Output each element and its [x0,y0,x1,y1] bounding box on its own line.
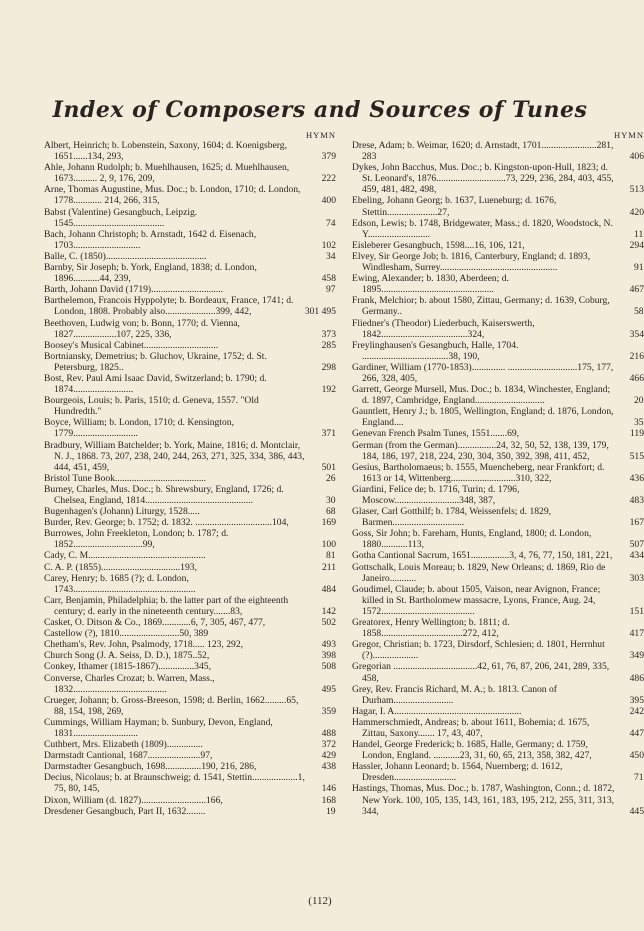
entry-text: Dresdener Gesangbuch, Part II, 1632........ [44,805,206,817]
entry-text: Cady, C. M................................................. [44,550,206,562]
hymn-number: 373 [321,328,336,340]
index-entry [44,395,336,417]
entry-text: Greatorex, Henry Wellington; b. 1811; d. 1858..................................272, 412, [352,617,510,640]
hymn-number: 501 [321,461,336,473]
index-entry [352,584,644,617]
index-entry [44,695,336,717]
entry-text: Goss, Sir John; b. Fareham, Hunts, England, 1800; d. London, 1880...........113, [352,528,592,551]
index-entry [352,684,644,706]
entry-text: Glaser, Carl Gotthilf; b. 1784, Weissenfels; d. 1829, Barmen.............................. [352,506,552,529]
entry-text: Boosey's Musical Cabinet............................... [44,339,219,351]
hymn-number: 169 [321,517,336,529]
hymn-number: 372 [321,739,336,751]
entry-text: Goudimel, Claude; b. about 1505, Vaison, near Avignon, France; killed in St. Bartholomew massacre, Lyons, France, Aug. 24, 1572....................................... [352,583,601,617]
entry-text: Barnby, Sir Joseph; b. York, England, 1838; d. London, 1896...........44, 239, [44,262,257,285]
index-entry [44,661,336,672]
index-entry [44,229,336,251]
index-entry [352,562,644,584]
index-entry [352,528,644,550]
entry-text: Hassler, Johann Leonard; b. 1564, Nuernberg; d. 1612, Dresden.......................... [352,761,563,784]
entry-text: Handel, George Frederick; b. 1685, Halle, Germany; d. 1759, London, England. ...........23, 31, 60, 65, 213, 358, 382, 427, [352,739,592,762]
index-entry [44,295,336,317]
entry-text: Crueger, Johann; b. Gross-Breeson, 1598; d. Berlin, 1662.........65, 88, 154, 198, 269, [44,694,299,717]
hymn-number: 354 [629,328,644,340]
index-entry [44,639,336,650]
hymn-number: 151 [629,605,644,617]
hymn-number: 371 [321,428,336,440]
left-column [44,130,336,817]
right-column [352,130,644,817]
hymn-number: 285 [321,339,336,351]
page-title: Index of Composers and Sources of Tunes [52,97,588,123]
index-entry: Burney, Charles, Mus. Doc.; b. Shrewsbury, England, 1726; d. Chelsea, England, 1814............................................. 30 [44,483,336,506]
entry-text: German (from the German)................24, 32, 50, 52, 138, 139, 179, 184, 186, 197, 218, 224, 230, 304, 350, 392, 398, 411, 452, [352,439,609,462]
index-entry [44,318,336,340]
hymn-column-header: HYMN [306,130,336,140]
entry-text: Ewing, Alexander; b. 1830, Aberdeen; d. 1895............................................... [352,273,509,296]
left-entries [44,140,336,817]
hymn-number: 400 [321,195,336,207]
hymn-number: 445 [629,805,644,817]
entry-text: Gottschalk, Louis Moreau; b. 1829, New Orleans; d. 1869, Rio de Janeiro........... [352,561,606,584]
index-entry: Edson, Lewis; b. 1748, Bridgewater, Mass.; d. 1820, Woodstock, N. Y.......................... 11 [352,217,644,240]
index-entry [352,462,644,484]
entry-text: Barth, Johann David (1719).............................. [44,284,224,296]
index-entry [44,340,336,351]
index-entry [352,195,644,217]
hymn-number: 398 [321,650,336,662]
index-entry: Garrett, George Mursell, Mus. Doc.; b. 1834, Winchester, England; d. 1897, Cambridge, England............................. 20 [352,384,644,407]
index-entry [44,373,336,395]
entry-text: Dykes, John Bacchus, Mus. Doc.; b. Kingston-upon-Hull, 1823; d. St. Leonard's, 1876.............................73, 229, 236, 284, 403, 455, 459, 481, 482, 498, [352,162,614,196]
hymn-number: 450 [629,750,644,762]
entry-text: Albert, Heinrich; b. Lobenstein, Saxony, 1604; d. Koenigsberg, 1651......134, 293, [44,140,288,163]
entry-text: Bristol Tune Book...................................... [44,472,207,484]
index-entry: Bugenhagen's (Johann) Liturgy, 1528..... 68 [44,506,336,518]
hymn-number: 438 [321,761,336,773]
index-entry [44,528,336,550]
index-entry [352,639,644,661]
entry-text: Bost, Rev. Paul Ami Isaac David, Switzerland; b. 1790; d. 1874......................... [44,372,267,396]
index-entry [352,140,644,162]
entry-text: Garrett, George Mursell, Mus. Doc.; b. 1834, Winchester, England; d. 1897, Cambridge, England............................. [352,384,611,407]
entry-text: Boyce, William; b. London, 1710; d. Kensington, 1779........................... [44,417,234,440]
entry-text: Converse, Charles Crozat; b. Warren, Mass., 1832....................................... [44,672,215,695]
entry-text: Castellow (?), 1810.........................50, 389 [44,628,209,640]
index-entry [352,318,644,340]
entry-text: C. A. P. (1855).................................193, [44,561,197,573]
entry-text: Darmstadter Gesangbuch, 1698...............190, 216, 286, [44,761,257,773]
index-entry [352,550,644,561]
entry-text: Fliedner's (Theodor) Liederbuch, Kaiserswerth, 1842....................................324, [352,317,535,340]
hymn-number: 434 [629,550,644,562]
entry-text: Grey, Rev. Francis Richard, M. A.; b. 1813. Canon of Durham......................... [352,683,557,706]
index-entry [44,573,336,595]
hymn-number: 216 [629,350,644,362]
entry-text: Church Song (J. A. Seiss, D. D.), 1875..52, [44,650,210,662]
index-entry [352,428,644,439]
hymn-number: 513 [629,184,644,196]
hymn-number: 406 [629,151,644,163]
index-entry [44,628,336,639]
hymn-number: 466 [629,372,644,384]
hymn-number: 507 [629,539,644,551]
index-entry [44,795,336,806]
hymn-number: 168 [321,794,336,806]
entry-text: Gauntlett, Henry J.; b. 1805, Wellington, England; d. 1876, London, England.... [352,406,614,429]
entry-text: Balle, C. (1850).......................................... [44,250,207,262]
entry-text: Hastings, Thomas, Mus. Doc.; b. 1787, Washington, Conn.; d. 1872, New York. 100, 105, 135, 143, 161, 183, 195, 212, 255, 311, 313, 344, [352,783,615,817]
entry-text: Ahle, Johann Rudolph; b. Muehlhausen, 1625; d. Muehlhausen, 1673.......... 2, 9, 176, 209, [44,162,290,185]
index-entry: Gauntlett, Henry J.; b. 1805, Wellington, England; d. 1876, London, England.... 35 [352,406,644,429]
index-entry [44,162,336,184]
entry-text: Hagar, I. A..................................................... [352,705,522,717]
entry-text: Genevan French Psalm Tunes, 1551.......69, [352,428,520,440]
hymn-number: 488 [321,727,336,739]
entry-text: Bugenhagen's (Johann) Liturgy, 1528..... [44,506,200,518]
entry-text: Bourgeois, Louis; b. Paris, 1510; d. Geneva, 1557. "Old Hundredth." [44,395,259,418]
entry-text: Bach, Johann Christoph; b. Arnstadt, 1642 d. Eisenach, 1703............................ [44,228,257,251]
entry-text: Burney, Charles, Mus. Doc.; b. Shrewsbury, England, 1726; d. Chelsea, England, 1814............................................. [44,483,284,506]
index-entry [352,162,644,195]
hymn-number: 242 [629,705,644,717]
entry-text: Edson, Lewis; b. 1748, Bridgewater, Mass.; d. 1820, Woodstock, N. Y.......................... [352,217,613,240]
index-entry [44,562,336,573]
entry-text: Dixon, William (d. 1827)...........................166, [44,794,223,806]
hymn-number: 349 [629,650,644,662]
entry-text: Chetham's, Rev. John, Psalmody, 1718..... 123, 292, [44,639,244,651]
index-entry: Barth, Johann David (1719).............................. 97 [44,284,336,296]
hymn-number: 508 [321,661,336,673]
index-entry [352,783,644,816]
index-entry [352,484,644,506]
entry-text: Casket, O. Ditson & Co., 1869............6, 7, 305, 467, 477, [44,617,266,629]
entry-text: Barthelemon, Francois Hyppolyte; b. Bordeaux, France, 1741; d. London, 1808. Probably also.....................399, 442, [44,295,294,318]
hymn-number: 379 [321,151,336,163]
index-entry [44,650,336,661]
hymn-number: 119 [629,428,644,440]
entry-text: Darmstadt Cantional, 1687......................97, [44,750,213,762]
hymn-number: 192 [321,384,336,396]
index-entry: Frank, Melchior; b. about 1580, Zittau, Germany; d. 1639, Coburg, Germany.. 58 [352,295,644,318]
entry-text: Gregor, Christian; b. 1723, Dirsdorf, Schlesien; d. 1801, Herrnhut (?)................... [352,639,605,662]
index-entry [44,750,336,761]
index-entry [44,761,336,772]
hymn-number: 420 [629,206,644,218]
hymn-number: 429 [321,750,336,762]
entry-text: Drese, Adam; b. Weimar, 1620; d. Arnstadt, 1701.......................281, 283 [352,140,614,163]
hymn-number: 211 [321,561,336,573]
hymn-number: 102 [321,239,336,251]
hymn-number: 167 [629,517,644,529]
index-entry [44,517,336,528]
hymn-number: 359 [321,705,336,717]
page-number: (112) [308,895,332,907]
index-entry [44,595,336,617]
index-entry [44,717,336,739]
index-entry [352,362,644,384]
index-entry: Cady, C. M................................................. 81 [44,550,336,562]
index-entry: Elvey, Sir George Job; b. 1816, Canterbury, England; d. 1893, Windlesham, Surrey................................................. 91 [352,250,644,274]
index-entry [352,617,644,639]
index-entry [44,739,336,750]
index-entry [44,617,336,628]
hymn-column-header: HYMN [614,130,644,140]
entry-text: Decius, Nicolaus; b. at Braunschweig; d. 1541, Stettin...................1, 75, 80, 145, [44,772,305,795]
entry-text: Gregorian ...................................42, 61, 76, 87, 206, 241, 289, 335, 458, [352,661,610,684]
index-entry: Hassler, Johann Leonard; b. 1564, Nuernberg; d. 1612, Dresden.......................... 71 [352,761,644,784]
entry-text: Gotha Cantional Sacrum, 1651................3, 4, 76, 77, 150, 181, 221, [352,550,613,562]
index-entry [44,772,336,794]
entry-text: Frank, Melchior; b. about 1580, Zittau, Germany; d. 1639, Coburg, Germany.. [352,295,610,318]
hymn-number: 100 [321,539,336,551]
hymn-number: 395 [629,694,644,706]
index-entry [352,506,644,528]
hymn-number: 301 495 [304,306,336,318]
index-entry: Dresdener Gesangbuch, Part II, 1632........ 19 [44,805,336,817]
entry-text: Hammerschmiedt, Andreas; b. about 1611, Bohemia; d. 1675, Zittau, Saxony....... 17, 43, 407, [352,716,590,739]
entry-text: Beethoven, Ludwig von; b. Bonn, 1770; d. Vienna, 1827..................107, 225, 336, [44,317,240,340]
index-entry [352,739,644,761]
entry-text: Elvey, Sir George Job; b. 1816, Canterbury, England; d. 1893, Windlesham, Surrey................................................. [352,250,591,274]
index-entry [44,140,336,162]
index-entry [352,273,644,295]
index-entry [352,661,644,683]
entry-text: Burder, Rev. George; b. 1752; d. 1832. ................................104, [44,517,289,529]
index-entry [44,351,336,373]
entry-text: Ebeling, Johann Georg; b. 1637, Lueneburg; d. 1676, Stettin.....................27, [352,195,557,218]
entry-text: Gardiner, William (1770-1853).............. .............................175, 177, 266, 328, 405, [352,361,614,384]
entry-text: Gesius, Bartholomaeus; b. 1555, Muencheberg, near Frankfort; d. 1613 or 14, Wittenberg...........................310, 322, [352,461,605,484]
entry-text: Bortniansky, Demetrius; b. Gluchov, Ukraine, 1752; d. St. Petersburg, 1825.. [44,350,267,373]
entry-text: Cuthbert, Mrs. Elizabeth (1809)............... [44,739,203,751]
entry-text: Conkey, Ithamer (1815-1867)...............345, [44,661,211,673]
index-entry [44,673,336,695]
index-entry [352,706,644,717]
hymn-number: 486 [629,672,644,684]
index-entry [352,240,644,251]
hymn-number: 515 [629,450,644,462]
hymn-number: 436 [629,472,644,484]
entry-text: Cummings, William Hayman; b. Sunbury, Devon, England, 1831........................... [44,716,273,739]
hymn-number: 298 [321,361,336,373]
hymn-number: 467 [629,284,644,296]
index-entry [352,717,644,739]
index-entry: Bristol Tune Book...................................... 26 [44,472,336,484]
hymn-number: 493 [321,639,336,651]
index-entry [44,417,336,439]
hymn-number: 417 [629,628,644,640]
hymn-number: 303 [629,572,644,584]
hymn-number: 447 [629,727,644,739]
hymn-number: 458 [321,273,336,285]
entry-text: Carey, Henry; b. 1685 (?); d. London, 1743................................................... [44,572,196,595]
index-entry [352,340,644,362]
hymn-number: 146 [321,783,336,795]
entry-text: Giardini, Felice de; b. 1716, Turin; d. 1796, Moscow...........................348, 387, [352,483,520,506]
right-entries [352,140,644,817]
hymn-number: 222 [321,173,336,185]
index-entry [44,184,336,206]
index-entry: Balle, C. (1850).......................................... 34 [44,250,336,262]
hymn-number: 495 [321,683,336,695]
entry-text: Bradbury, William Batchelder; b. York, Maine, 1816; d. Montclair, N. J., 1868. 73, 207, 238, 240, 244, 263, 271, 325, 334, 386, 443, 444, 451, 459, [44,439,305,473]
entry-text: Burrowes, John Freekleton, London; b. 1787; d. 1852.............................99, [44,528,229,551]
entry-text: Carr, Benjamin, Philadelphia; b. the latter part of the eighteenth century; d. early in the nineteenth century.......83, [44,594,289,617]
index-entry [44,440,336,473]
entry-text: Eisleberer Gesangbuch, 1598....16, 106, 121, [352,239,525,251]
entry-text: Arne, Thomas Augustine, Mus. Doc.; b. London, 1710; d. London, 1778............ 214, 266, 315, [44,184,301,207]
index-entry [352,440,644,462]
hymn-number: 483 [629,495,644,506]
hymn-number: 294 [629,239,644,251]
index-entry [44,262,336,284]
hymn-number: 142 [321,605,336,617]
entry-text: Babst (Valentine) Gesangbuch, Leipzig. 1545...................................... [44,206,198,229]
hymn-number: 484 [321,583,336,595]
hymn-number: 502 [321,617,336,629]
index-entry: Babst (Valentine) Gesangbuch, Leipzig. 1545...................................... 74 [44,206,336,229]
entry-text: Freylinghausen's Gesangbuch, Halle, 1704. ....................................38, 190, [352,339,519,362]
